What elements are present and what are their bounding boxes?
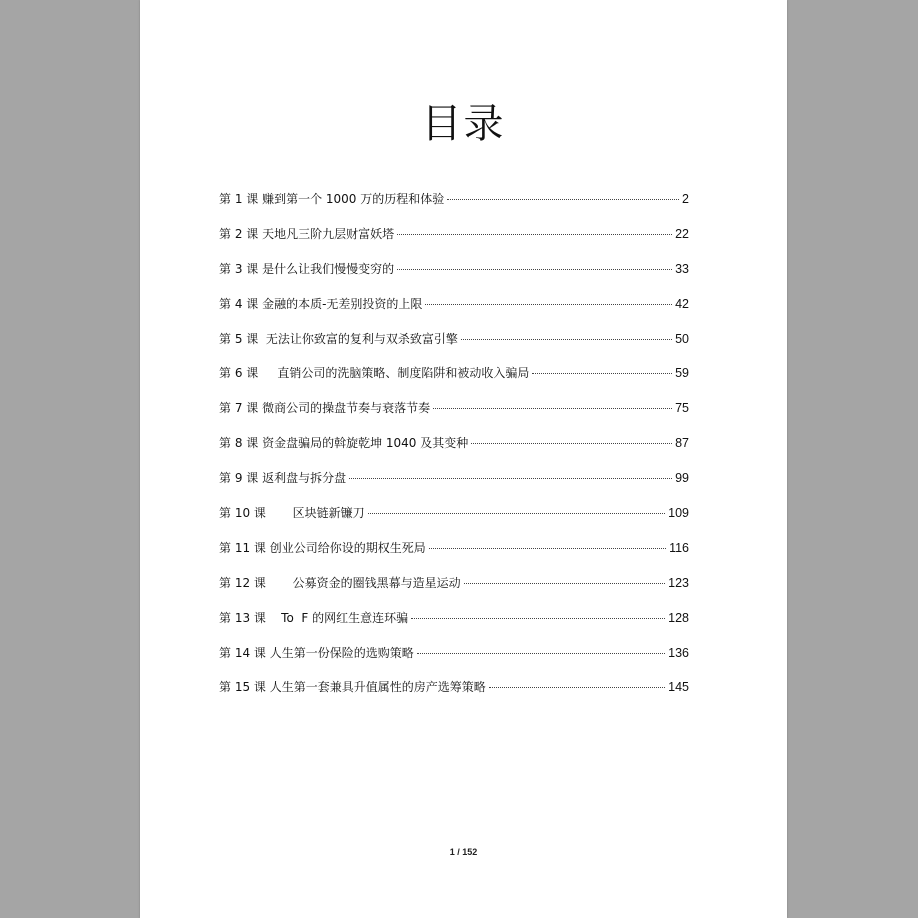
toc-entry-label: 第 9 课 返利盘与拆分盘: [219, 471, 347, 486]
page-indicator: 1 / 152: [449, 847, 478, 857]
toc-list: [219, 190, 689, 713]
toc-dot-leader: [489, 687, 665, 688]
toc-entry[interactable]: [219, 190, 689, 225]
toc-entry-label: 第 12 课 公募资金的圈钱黑幕与造星运动: [219, 575, 461, 590]
toc-dot-leader: [397, 269, 672, 270]
toc-dot-leader: [447, 199, 679, 200]
toc-entry-label: 第 5 课 无法让你致富的复利与双杀致富引擎: [219, 331, 458, 346]
toc-entry[interactable]: [219, 609, 689, 644]
toc-title: 目录: [421, 101, 506, 147]
toc-dot-leader: [425, 304, 672, 305]
toc-entry-page: 50: [675, 331, 689, 346]
toc-dot-leader: [464, 583, 666, 584]
toc-entry-page: 42: [675, 296, 689, 311]
toc-dot-leader: [433, 408, 672, 409]
toc-entry[interactable]: [219, 330, 689, 365]
toc-entry-label: 第 8 课 资金盘骗局的斡旋乾坤 1040 及其变种: [219, 436, 469, 451]
toc-dot-leader: [429, 548, 666, 549]
toc-entry-page: 33: [675, 261, 689, 276]
toc-entry-page: 99: [675, 471, 689, 486]
toc-entry-label: 第 1 课 赚到第一个 1000 万的历程和体验: [219, 192, 445, 206]
toc-entry-page: 116: [669, 540, 689, 555]
toc-entry[interactable]: [219, 469, 689, 504]
toc-entry[interactable]: [219, 644, 689, 679]
toc-entry[interactable]: [219, 539, 689, 574]
toc-entry-label: 第 7 课 微商公司的操盘节奏与衰落节奏: [219, 401, 431, 416]
toc-dot-leader: [411, 618, 665, 619]
toc-entry-page: 123: [668, 575, 689, 590]
toc-entry[interactable]: [219, 399, 689, 434]
toc-dot-leader: [471, 443, 672, 444]
toc-entry-label: 第 13 课 To F 的网红生意连环骗: [219, 610, 409, 625]
document-page: [140, 0, 787, 918]
toc-dot-leader: [368, 513, 666, 514]
toc-entry[interactable]: [219, 260, 689, 295]
toc-entry-label: 第 15 课 人生第一套兼具升值属性的房产选筹策略: [219, 680, 486, 695]
toc-entry[interactable]: [219, 504, 689, 539]
toc-entry-label: 第 3 课 是什么让我们慢慢变穷的: [219, 261, 395, 276]
toc-entry-page: 75: [675, 401, 689, 416]
toc-entry-label: 第 11 课 创业公司给你设的期权生死局: [219, 540, 426, 555]
toc-entry-page: 136: [668, 645, 689, 660]
toc-entry-label: 第 6 课 直销公司的洗脑策略、制度陷阱和被动收入骗局: [219, 366, 530, 381]
toc-dot-leader: [397, 234, 672, 235]
toc-entry-page: 22: [675, 226, 689, 241]
toc-entry-page: 59: [675, 366, 689, 381]
toc-dot-leader: [461, 339, 672, 340]
toc-entry-label: 第 14 课 人生第一份保险的选购策略: [219, 645, 414, 660]
toc-entry[interactable]: [219, 678, 689, 713]
toc-entry-page: 2: [682, 192, 689, 206]
toc-entry-page: 87: [675, 436, 689, 451]
toc-entry[interactable]: [219, 225, 689, 260]
toc-entry[interactable]: [219, 574, 689, 609]
toc-entry-page: 109: [668, 506, 689, 521]
toc-entry[interactable]: [219, 434, 689, 469]
toc-entry-label: 第 4 课 金融的本质-无差别投资的上限: [219, 296, 423, 311]
toc-dot-leader: [349, 478, 672, 479]
toc-entry-page: 128: [668, 610, 689, 625]
toc-entry[interactable]: [219, 364, 689, 399]
toc-dot-leader: [532, 373, 672, 374]
toc-entry-label: 第 2 课 天地凡三阶九层财富妖塔: [219, 226, 395, 241]
toc-dot-leader: [417, 653, 665, 654]
toc-entry-label: 第 10 课 区块链新镰刀: [219, 506, 365, 521]
toc-entry[interactable]: [219, 295, 689, 330]
toc-entry-page: 145: [668, 680, 689, 695]
